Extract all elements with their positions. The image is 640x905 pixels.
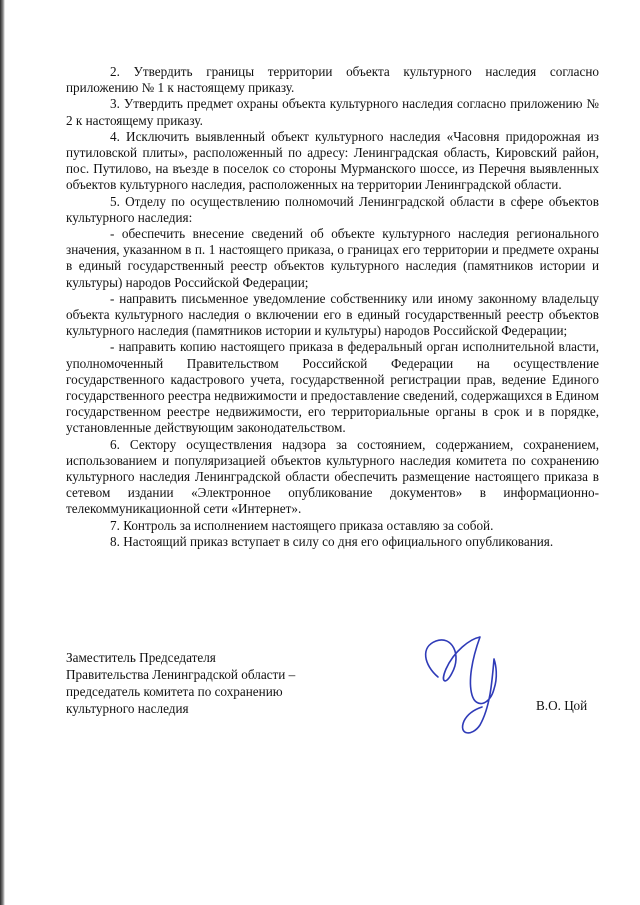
paragraph-3: 3. Утвердить предмет охраны объекта культурного наследия согласно приложению № 2 к настоящему приказу. [66,96,599,128]
signatory-title-line: председатель комитета по сохранению [66,684,283,699]
paragraph-5-item-2: - направить письменное уведомление собственнику или иному законному владельцу объекта культурного наследия о включении его в единый государственный реестр объектов культурного наследия (памятников истории и культуры) народов Российской Федерации; [66,290,599,339]
paragraph-5-item-1: - обеспечить внесение сведений об объекте культурного наследия регионального значения, указанном в п. 1 настоящего приказа, о границах его территории и предмете охраны в единый государственный реестр объектов культурного наследия (памятников истории и культуры) народов Российской Федерации; [66,226,599,290]
signatory-title-line: Правительства Ленинградской области – [66,667,296,682]
handwritten-signature [410,625,520,740]
paragraph-6: 6. Сектору осуществления надзора за состоянием, содержанием, сохранением, использованием и популяризацией объектов культурного наследия комитета по сохранению культурного наследия Ленинградской области обеспечить размещение настоящего приказа в сетевом издании «Электронное опубликование документов» в информационно-телекоммуникационной сети «Интернет». [66,436,599,517]
signatory-title-line: культурного наследия [66,701,189,716]
signatory-title-line: Заместитель Председателя [66,650,216,665]
paragraph-4: 4. Исключить выявленный объект культурного наследия «Часовня придорожная из путиловской плиты», расположенный по адресу: Ленинградская область, Кировский район, пос. Путилово, на въезде в поселок со стороны Мурманского шоссе, из Перечня выявленных объектов культурного наследия, расположенных на территории Ленинградской области. [66,128,599,193]
document-body [66,64,599,550]
paragraph-2: 2. Утвердить границы территории объекта культурного наследия согласно приложению № 1 к настоящему приказу. [66,64,599,96]
paragraph-5-item-3: - направить копию настоящего приказа в федеральный орган исполнительной власти, уполномоченный Правительством Российской Федерации на осуществление государственного кадастрового учета, государственной регистрации прав, ведение Единого государственного реестра недвижимости и предоставление сведений, содержащихся в Едином государственном реестре недвижимости, его территориальные органы в срок и в порядке, установленные действующим законодательством. [66,339,599,436]
scan-edge-shadow [0,0,5,905]
paragraph-8: 8. Настоящий приказ вступает в силу со дня его официального опубликования. [110,533,554,549]
paragraph-7: 7. Контроль за исполнением настоящего приказа оставляю за собой. [110,517,494,533]
signatory-title [66,649,295,717]
signatory-name: В.О. Цой [536,698,588,713]
paragraph-5: 5. Отделу по осуществлению полномочий Ленинградской области в сфере объектов культурного наследия: [66,193,599,225]
